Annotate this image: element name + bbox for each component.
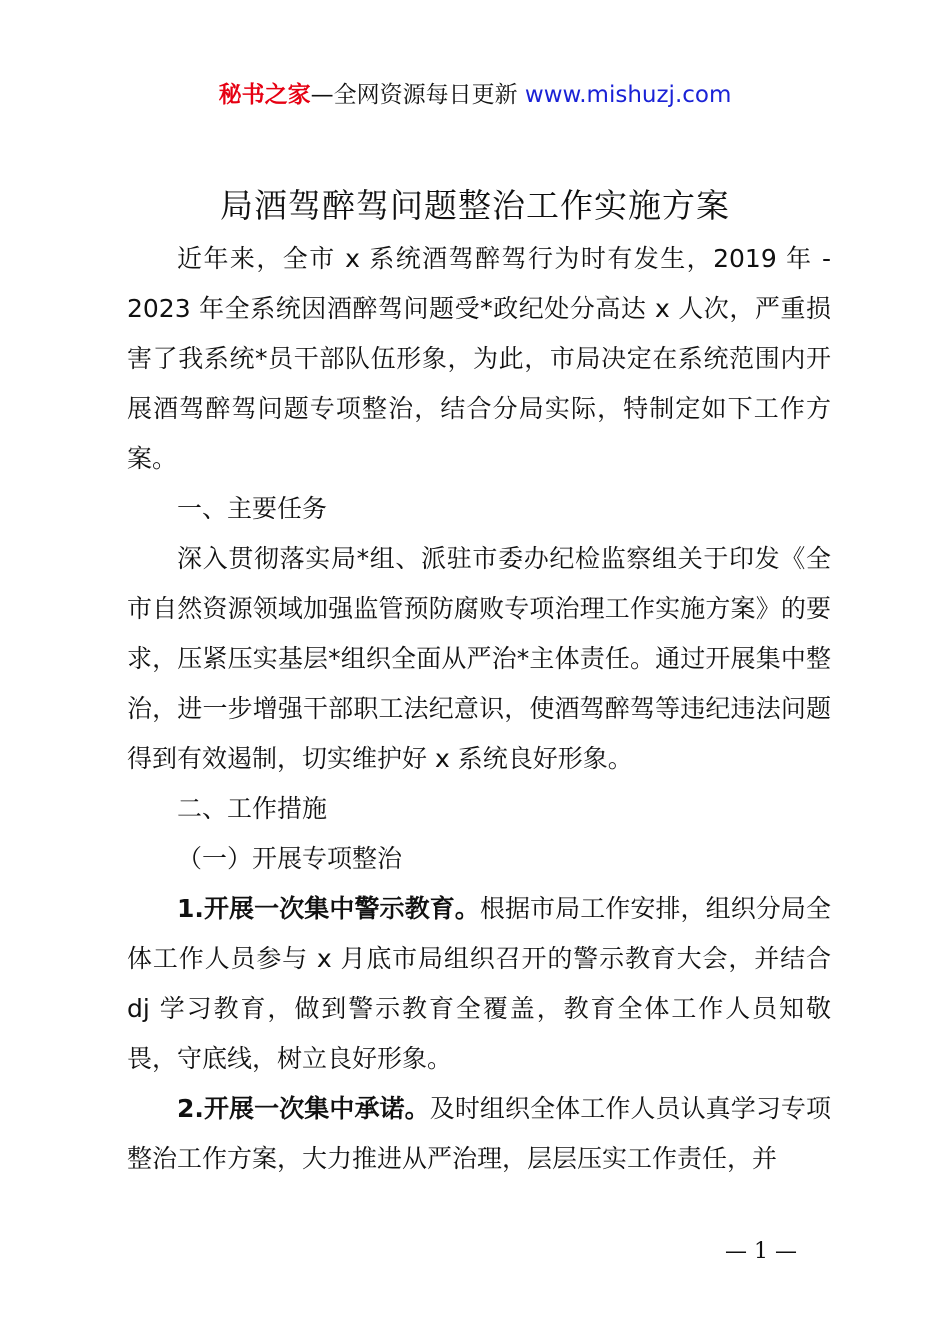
measure-item-2-title: 2.开展一次集中承诺。 bbox=[177, 1094, 430, 1123]
document-title: 局酒驾醉驾问题整治工作实施方案 bbox=[220, 186, 730, 225]
measure-item-2-body: 及时组织全体工作人员认真学习专项整治工作方案，大力推进从严治理，层层压实工作责任，并 bbox=[127, 1094, 831, 1173]
measure-item-1-body: 根据市局工作安排，组织分局全体工作人员参与 x 月底市局组织召开的警示教育大会，并结合 dj 学习教育，做到警示教育全覆盖，教育全体工作人员知敬畏，守底线，树立良好形象。 bbox=[127, 894, 831, 1073]
site-url-link[interactable]: www.mishuzj.com bbox=[524, 82, 732, 108]
page-number: — 1 — bbox=[725, 1239, 797, 1264]
header-tagline: —全网资源每日更新 bbox=[310, 82, 518, 108]
intro-paragraph: 近年来，全市 x 系统酒驾醉驾行为时有发生，2019 年 - 2023 年全系统因酒醉驾问题受*政纪处分高达 x 人次，严重损害了我系统*员干部队伍形象，为此，市局决定在系统范围内开展酒驾醉驾问题专项整治，结合分局实际，特制定如下工作方案。 bbox=[127, 244, 831, 473]
site-header bbox=[0, 78, 950, 112]
measure-item-1 bbox=[127, 884, 831, 1084]
measure-item-1-title: 1.开展一次集中警示教育。 bbox=[177, 894, 480, 923]
section-heading-main-tasks: 一、主要任务 bbox=[177, 494, 328, 523]
brand-name: 秘书之家 bbox=[218, 82, 311, 108]
measure-item-2 bbox=[127, 1084, 831, 1184]
main-tasks-paragraph: 深入贯彻落实局*组、派驻市委办纪检监察组关于印发《全市自然资源领域加强监管预防腐败专项治理工作实施方案》的要求，压紧压实基层*组织全面从严治*主体责任。通过开展集中整治，进一步增强干部职工法纪意识，使酒驾醉驾等违纪违法问题得到有效遏制，切实维护好 x 系统良好形象。 bbox=[127, 544, 831, 773]
section-heading-work-measures: 二、工作措施 bbox=[177, 794, 328, 823]
subsection-heading-special-rectification: （一）开展专项整治 bbox=[177, 844, 403, 873]
document-body bbox=[127, 234, 831, 1184]
